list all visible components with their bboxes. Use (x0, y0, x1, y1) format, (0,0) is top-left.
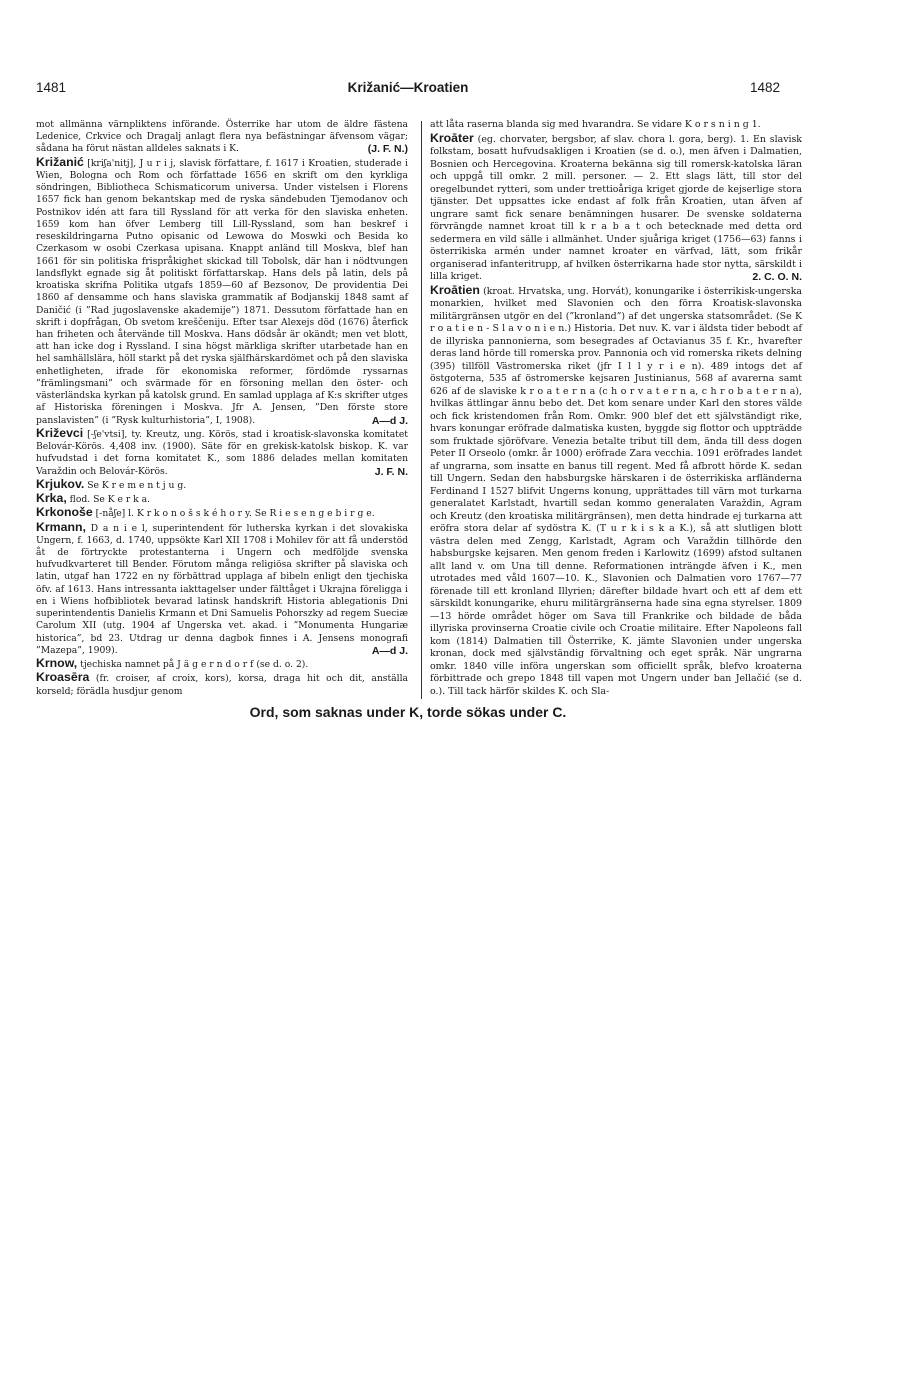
entry-signature: J. F. N. (374, 465, 408, 478)
dictionary-entry (36, 156, 408, 427)
entry-text: [-ʃe'vtsi], ty. Kreutz, ung. Körös, stad i kroatisk-slavonska komitatet Belovár-Körös. 4,408 inv. (1900). Säte för en grekisk-katolsk biskop. K. var hufvudstad i det forna komitatet K., som 1886 delades mellan komitaten Varaždin och Belovár-Körös. (36, 428, 408, 477)
page-number-left: 1481 (36, 80, 67, 95)
dictionary-entry (36, 119, 408, 156)
entry-headword: Krmann, (36, 519, 86, 534)
entry-signature: (J. F. N.) (367, 143, 408, 156)
dictionary-entry (430, 119, 802, 132)
column-divider (421, 121, 422, 699)
page-number-right: 1482 (749, 80, 780, 95)
footer-note: Ord, som saknas under K, torde sökas under C. (249, 704, 567, 720)
entry-text: Se K r e m e n t j u g. (84, 479, 187, 491)
dictionary-entry (430, 132, 802, 284)
dictionary-entry (36, 427, 408, 478)
dictionary-entry (36, 657, 408, 671)
right-column (430, 119, 802, 698)
entry-headword: Kroasēra (36, 670, 90, 685)
dictionary-entry (36, 506, 408, 520)
entry-text: [kriʃa'nitj], J u r i j, slavisk författare, f. 1617 i Kroatien, studerade i Wien, Bologna och Rom och författade 1656 en skrift om den kyrkliga söndringen, Bibliotheca Schismaticorum universa. Under vistelsen i Florens 1657 fick han genom bekantskap med de ryska sändebuden Tjemodanov och Postnikov idén att fara till Ryssland för att verka för den slaviska enheten. 1659 kom han öfver Lemberg till Lill-Ryssland, som han beskref i reseskildringarna Putno opisanic od Lewowa do Moswki och Besida ko Czerkasom w osobi Czerkasa upisana. Knappt anländ till Moskva, blef han 1661 för sin politiska frispråkighet skickad till Tobolsk, där han i nödtvungen landsflykt egnade sig åt politiskt författarskap. Hans dels på latin, dels på kroatiska skrifna Politika utgafs 1859—60 af Bezsonov, De providentia Dei 1860 af densamme och hans slaviska grammatik af Bodjanskij 1848 samt af Daničić (i ”Rad jugoslavenske akademije”) 1871. Dessutom författade han en skrift i dopfrågan, Ob svetom kreščeniju. Efter tsar Alexejs död (1676) återfick han friheten och återvände till Moskva. Hans dödsår är okändt; men vet blott, att han icke dog i Ryssland. I sina högst märkliga skrifter utarbetade han en hel samhällslära, höll starkt på det ryska själfhärskardömet och på den slaviska enhetligheten, ifrade för ekonomiska reformer, fördömde ryssarnas ”främlingsmani” och svärmade för en försoning mellan den öster- och västerländska kyrkan på katolsk grund. En samlad upplaga af K:s skrifter utges af Historiska föreningen i Moskva. Jfr A. Jensen, ”Den förste store panslavisten” (i ”Rysk kulturhistoria”, I, 1908). (36, 157, 408, 426)
entry-text: tjechiska namnet på J ä g e r n d o r f (se d. o. 2). (77, 659, 309, 671)
dictionary-entry (430, 284, 802, 699)
entry-text: mot allmänna värnpliktens införande. Österrike har utom de äldre fästena Ledenice, Crkvice och Dragalj anlagt flera nya befästningar äfvensom vägar; sådana ha förut nästan alldeles saknats i K. (36, 119, 408, 155)
entry-signature: A—d J. (371, 644, 408, 657)
entry-headword: Križevci (36, 425, 84, 440)
entry-text: D a n i e l, superintendent för lutherska kyrkan i det slovakiska Ungern, f. 1663, d. 1740, uppsökte Karl XII 1708 i Mohilev för att få understöd åt de förtryckte protestanterna i Ungern och medföljde svenska hufvudkvarteret till Bender. Förutom många religiösa skrifter på slaviska och latin, utgaf han 1722 en ny förbättrad upplaga af bibeln enligt den tjechiska öfv. af 1613. Hans intressanta iakttagelser under fälttåget i Ukrajna föreligga i en i Wiens hofbibliotek bevarad latinsk handskrift Historia ablegationis Dni superintendentis Danielis Krmann et Dni Samuelis Pohorszky ad regem Sueciæ Carolum XII (utg. 1904 af Ungerska vet. akad. i ”Monumenta Hungariæ historica”, bd 23. Utdrag ur denna dagbok finnes i A. Jensens monografi ”Mazepa”, 1909). (36, 522, 408, 656)
entry-headword: Kroāter (430, 130, 474, 145)
entry-text: [-nåʃe] l. K r k o n o š s k é h o r y. Se R i e s e n g e b i r g e. (92, 508, 375, 520)
running-title: Križanić—Kroatien (347, 80, 469, 95)
entry-signature: 2. C. O. N. (752, 271, 802, 283)
entry-headword: Krkonoše (36, 505, 93, 520)
page-header (36, 80, 780, 100)
entry-headword: Krjukov. (36, 476, 85, 491)
dictionary-entry (36, 492, 408, 506)
entry-headword: Kroātien (430, 282, 480, 297)
entry-headword: Krnow, (36, 656, 78, 671)
entry-text: flod. Se K e r k a. (66, 494, 151, 506)
dictionary-entry (36, 478, 408, 492)
entry-signature: A—d J. (371, 414, 408, 427)
dictionary-entry (36, 671, 408, 697)
entry-text: (eg. chorvater, bergsbor, af slav. chora l. gora, berg). 1. En slavisk folkstam, bosatt hufvudsakligen i Kroatien (se d. o.), men äfven i Dalmatien, Bosnien och Hercegovina. Kroaterna bekänna sig till romersk-katolska läran och uppgå till omkr. 2 mill. personer. — 2. Ett slags lätt, till stor del oregelbundet rytteri, som under trettioåriga kriget gjorde de kejserlige stora tjänster. Det uppsattes icke endast af folk från Kroatien, utan äfven af ungrare samt fick senare benämningen husarer. De svenske soldaterna förvrängde namnet kroat till k r a b a t och betecknade med detta ord sedermera en vild sälle i allmänhet. Under sjuåriga kriget (1756—63) fanns i österrikiska armén under namnet kroater en värfvad, lätt, som frikår organiserad infanteritrupp, af hvilken österrikarna hade stor nytta, särskildt i lilla kriget. (430, 133, 802, 282)
entry-headword: Križanić (36, 154, 84, 169)
entry-text: (fr. croiser, af croix, kors), korsa, draga hit och dit, anställa korseld; förädla husdjur genom (36, 673, 408, 697)
entry-text: att låta raserna blanda sig med hvarandra. Se vidare K o r s n i n g 1. (430, 119, 761, 130)
entry-headword: Krka, (36, 491, 67, 506)
entry-text: (kroat. Hrvatska, ung. Horvát), konungarike i österrikisk-ungerska monarkien, hvilket med Slavonien och den förra Kroatisk-slavonska militärgränsen utgör en del (”kronland”) af det ungerska statsområdet. (Se K r o a t i e n - S l a v o n i e n.) Historia. Det nuv. K. var i äldsta tider bebodt af de illyriska pannonierna, som besegrades af Octavianus 35 f. Kr., hvarefter deras land hörde till romerska prov. Pannonia och vid romerska rikets delning (395) tillföll Västromerska riket (jfr I l l y r i e n). 489 intogs det af östgoterna, 535 af östromerske kejsaren Justinianus, 568 af avarerna samt 626 af de slaviske k r o a t e r n a (c h o r v a t e r n a, c h r o b a t e r n a), hvilkas ättlingar ännu bebo det. Det kom senare under Karl den stores välde och fick kristendomen från Rom. Omkr. 900 blef det ett självständigt rike, hvars konungar eröfrade dalmatiska kusten, byggde sig flottor och uppträdde som fruktade sjöröfvare. Venezia betalte tribut till dem, ända till dess dogen Peter II Orseolo (omkr. år 1000) eröfrade Zara vecchia. 1091 eröfrades landet af ungrarna, som insatte en banus till regent. Med få afbrott hörde K. sedan till Ungern. Sedan den habsburgske härskaren i de österrikiska arfländerna Ferdinand I 1527 blifvit Ungerns konung, upprättades till värn mot turkarna generalatet Karlstadt, hvartill sedan kommo generalaten Varaždin, Agram och Kreutz (den kroatiska militärgränsen), men detta hindrade ej turkarna att eröfra stora delar af sydöstra K. (T u r k i s k a K.), så att slutligen blott västra delen med Zengg, Karlstadt, Agram och Varaždin tillhörde den habsburgske kejsaren. Men genom freden i Karlowitz (1699) afstod sultanen allt land v. om Una till denne. Reformationen inträngde äfven i K., men utrotades med våld 1607—10. K., Slavonien och Dalmatien voro 1767—77 förenade till ett kronland Illyrien; därefter bildade hvart och ett af dem ett särskildt konungarike, ehuru militärgränserna hade sina egna styrelser. 1809—13 hörde området höger om Sava till Frankrike och bildade de båda illyriska provinserna Croatie civile och Croatie militaire. Efter Napoleons fall kom (1814) Dalmatien till Österrike, K. jämte Slavonien under ungerska kronan, dock med självständig förvaltning och eget språk. När ungrarna omkr. 1840 ville införa ungerskan som officiellt språk, blefvo kroaterna förbittrade och grepo 1848 till vapen mot Ungern under ban Jellačić (se d. o.). Till tack härför skildes K. och Sla- (430, 285, 802, 697)
dictionary-entry (36, 521, 408, 658)
left-column (36, 119, 408, 698)
